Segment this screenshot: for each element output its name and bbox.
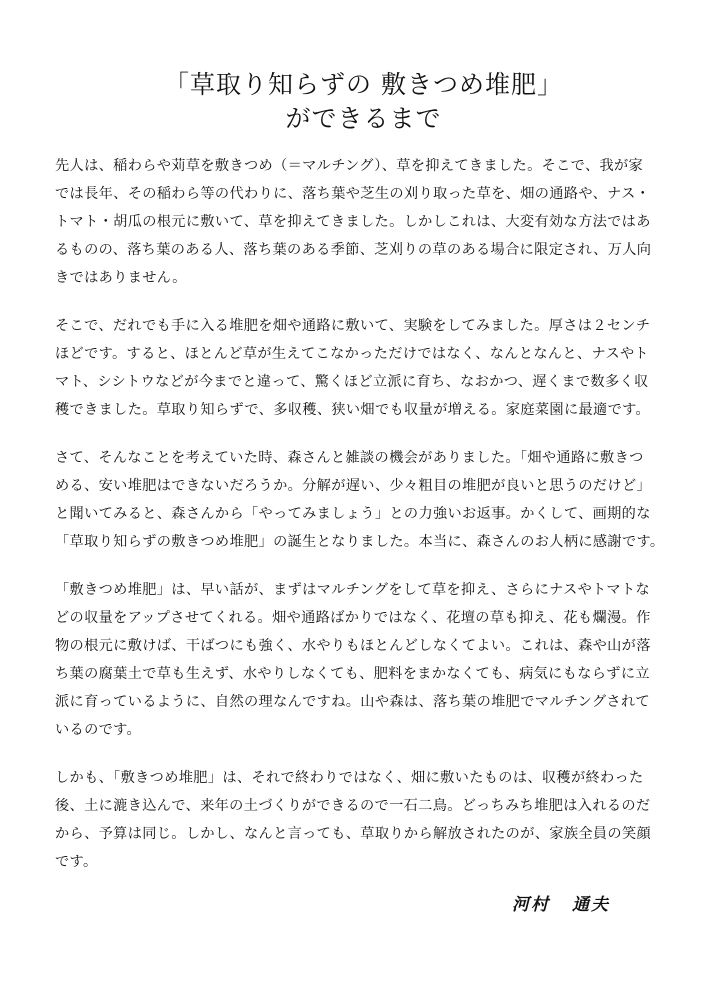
text-line: 物の根元に敷けば、干ばつにも強く、水やりもほとんどしなくてよい。これは、森や山が落 xyxy=(55,638,651,654)
text-line: 派に育っているように、自然の理なんですね。山や森は、落ち葉の堆肥でマルチングされて xyxy=(55,694,651,710)
paragraph-1 xyxy=(55,152,715,292)
text-line: では長年、その稲わら等の代わりに、落ち葉や芝生の刈り取った草を、畑の通路や、ナス・ xyxy=(55,186,651,202)
text-line: 「草取り知らずの敷きつめ堆肥」の誕生となりました。本当に、森さんのお人柄に感謝です。 xyxy=(55,534,665,550)
paragraph-5 xyxy=(55,764,715,876)
text-line: さて、そんなことを考えていた時、森さんと雑談の機会がありました。「畑や通路に敷きつ xyxy=(55,450,644,466)
text-line: 先人は、稲わらや苅草を敷きつめ（＝マルチング）、草を抑えてきました。そこで、我が家 xyxy=(55,158,644,174)
text-line: どの収量をアップさせてくれる。畑や通路ばかりではなく、花壇の草も抑え、花も爛漫。作 xyxy=(55,610,651,626)
text-line: ほどです。すると、ほとんど草が生えてこなかっただけではなく、なんとなんと、ナスやト xyxy=(55,346,649,362)
text-line: と聞いてみると、森さんから「やってみましょう」との力強いお返事。かくして、画期的な xyxy=(55,506,651,522)
page-title-line-2: ができるまで xyxy=(285,104,442,133)
text-line: める、安い堆肥はできないだろうか。分解が遅い、少々粗目の堆肥が良いと思うのだけど」 xyxy=(55,478,652,494)
text-line: そこで、だれでも手に入る堆肥を畑や通路に敷いて、実験をしてみました。厚さは２センチ xyxy=(55,318,651,334)
text-line: きではありません。 xyxy=(55,270,187,286)
page-title-line-1: 「草取り知らずの 敷きつめ堆肥」 xyxy=(164,70,563,99)
text-line: しかも、「敷きつめ堆肥」は、それで終わりではなく、畑に敷いたものは、収穫が終わった xyxy=(55,770,644,786)
document-body xyxy=(55,152,715,896)
text-line: から、予算は同じ。しかし、なんと言っても、草取りから解放されたのが、家族全員の笑顔 xyxy=(55,826,652,842)
text-line: トマト・胡瓜の根元に敷いて、草を抑えてきました。しかしこれは、大変有効な方法ではあ xyxy=(55,214,651,230)
text-line: 穫できました。草取り知らずで、多収穫、狭い畑でも収量が増える。家庭菜園に最適です。 xyxy=(55,402,651,418)
text-line: マト、シシトウなどが今までと違って、驚くほど立派に育ち、なおかつ、遅くまで数多く収 xyxy=(55,374,649,390)
paragraph-3 xyxy=(55,444,715,556)
text-line: ち葉の腐葉土で草も生えず、水やりしなくても、肥料をまかなくても、病気にもならずに立 xyxy=(55,666,650,682)
text-line: です。 xyxy=(55,854,98,870)
author-given-name: 通夫 xyxy=(572,895,610,915)
paragraph-4 xyxy=(55,576,715,744)
text-line: 「敷きつめ堆肥」は、早い話が、まずはマルチングをして草を抑え、さらにナスやトマトな xyxy=(55,582,651,598)
text-line: るものの、落ち葉のある人、落ち葉のある季節、芝刈りの草のある場合に限定され、万人向 xyxy=(55,242,652,258)
author-family-name: 河村 xyxy=(512,895,550,915)
text-line: 後、土に漉き込んで、来年の土づくりができるので一石二鳥。どっちみち堆肥は入れるのだ xyxy=(55,798,651,814)
text-line: いるのです。 xyxy=(55,722,142,738)
author-signature xyxy=(512,890,610,915)
paragraph-2 xyxy=(55,312,715,424)
